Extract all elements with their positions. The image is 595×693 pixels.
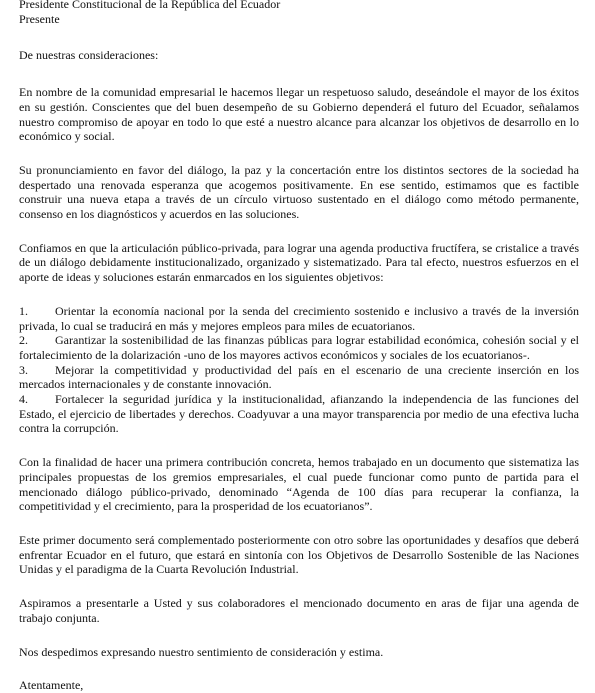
recipient-title: Presidente Constitucional de la República del Ecuador	[19, 0, 281, 11]
closing-salutation: Atentamente,	[19, 678, 84, 693]
paragraph-articulation: Confiamos en que la articulación público-privada, para lograr una agenda productiva fructífera, se cristalice a través de un diálogo debidamente institucionalizado, organizado y sistematizado. Para tal efecto, nuestros esfuerzos en el aporte de ideas y soluciones estarán enmarcados en los siguientes objetivos:	[19, 240, 579, 285]
paragraph-greeting: En nombre de la comunidad empresarial le hacemos llegar un respetuoso saludo, deseándole el mayor de los éxitos en su gestión. Conscientes que del buen desempeño de su Gobierno dependerá el futuro del Ecuador, señalamos nuestro compromiso de apoyar en todo lo que esté a nuestro alcance para alcanzar los objetivos de desarrollo en lo económico y social.	[19, 85, 579, 144]
objective-item	[19, 392, 579, 436]
objective-text: Fortalecer la seguridad jurídica y la institucionalidad, afianzando la independencia de las funciones del Estado, el ejercicio de libertades y derechos. Coadyuvar a una mayor transparencia por medio de una efectiva lucha contra la corrupción.	[19, 392, 579, 436]
objective-text: Garantizar la sostenibilidad de las finanzas públicas para lograr estabilidad económica, cohesión social y el fortalecimiento de la dolarización -uno de los mayores activos económicos y sociales de los ecuatorianos-.	[19, 333, 579, 362]
letter-page	[19, 0, 579, 693]
objective-number: 4.	[19, 392, 28, 407]
paragraph-contribution: Con la finalidad de hacer una primera contribución concreta, hemos trabajado en un documento que sistematiza las principales propuestas de los gremios empresariales, el cual puede funcionar como punto de partida para el mencionado diálogo público-privado, denominado “Agenda de 100 días para recuperar la confianza, la competitividad y el crecimiento, para la prosperidad de los ecuatorianos”.	[19, 455, 579, 514]
objective-text: Mejorar la competitividad y productividad del país en el escenario de una creciente inserción en los mercados internacionales y de constante innovación.	[19, 362, 579, 392]
objectives-list	[19, 304, 579, 436]
salutation: De nuestras consideraciones:	[19, 48, 159, 63]
objective-number: 1.	[19, 303, 28, 318]
paragraph-dialogue: Su pronunciamiento en favor del diálogo, la paz y la concertación entre los distintos sectores de la sociedad ha despertado una renovada esperanza que acogemos positivamente. En ese sentido, estimamos que es factible construir una nueva etapa a través de un círculo virtuoso sustentado en el diálogo como método permanente, consenso en los diagnósticos y acuerdos en las soluciones.	[19, 162, 579, 222]
objective-item	[19, 363, 579, 392]
recipient-presente: Presente	[19, 11, 60, 26]
paragraph-complement: Este primer documento será complementado posteriormente con otro sobre las oportunidades y desafíos que deberá enfrentar Ecuador en el futuro, que estará en sintonía con los Objetivos de Desarrollo Sostenible de las Naciones Unidas y el paradigma de la Cuarta Revolución Industrial.	[19, 532, 579, 577]
objective-text: Orientar la economía nacional por la senda del crecimiento sostenido e inclusivo a través de la inversión privada, lo cual se traducirá en más y mejores empleos para miles de ecuatorianos.	[19, 303, 579, 333]
paragraph-aspiration: Aspiramos a presentarle a Usted y sus colaboradores el mencionado documento en aras de fijar una agenda de trabajo conjunta.	[19, 596, 579, 625]
recipient-block	[19, 0, 579, 26]
objective-number: 3.	[19, 362, 28, 377]
objective-item	[19, 304, 579, 333]
objective-item	[19, 333, 579, 362]
paragraph-farewell: Nos despedimos expresando nuestro sentimiento de consideración y estima.	[19, 644, 384, 659]
objective-number: 2.	[19, 333, 28, 348]
